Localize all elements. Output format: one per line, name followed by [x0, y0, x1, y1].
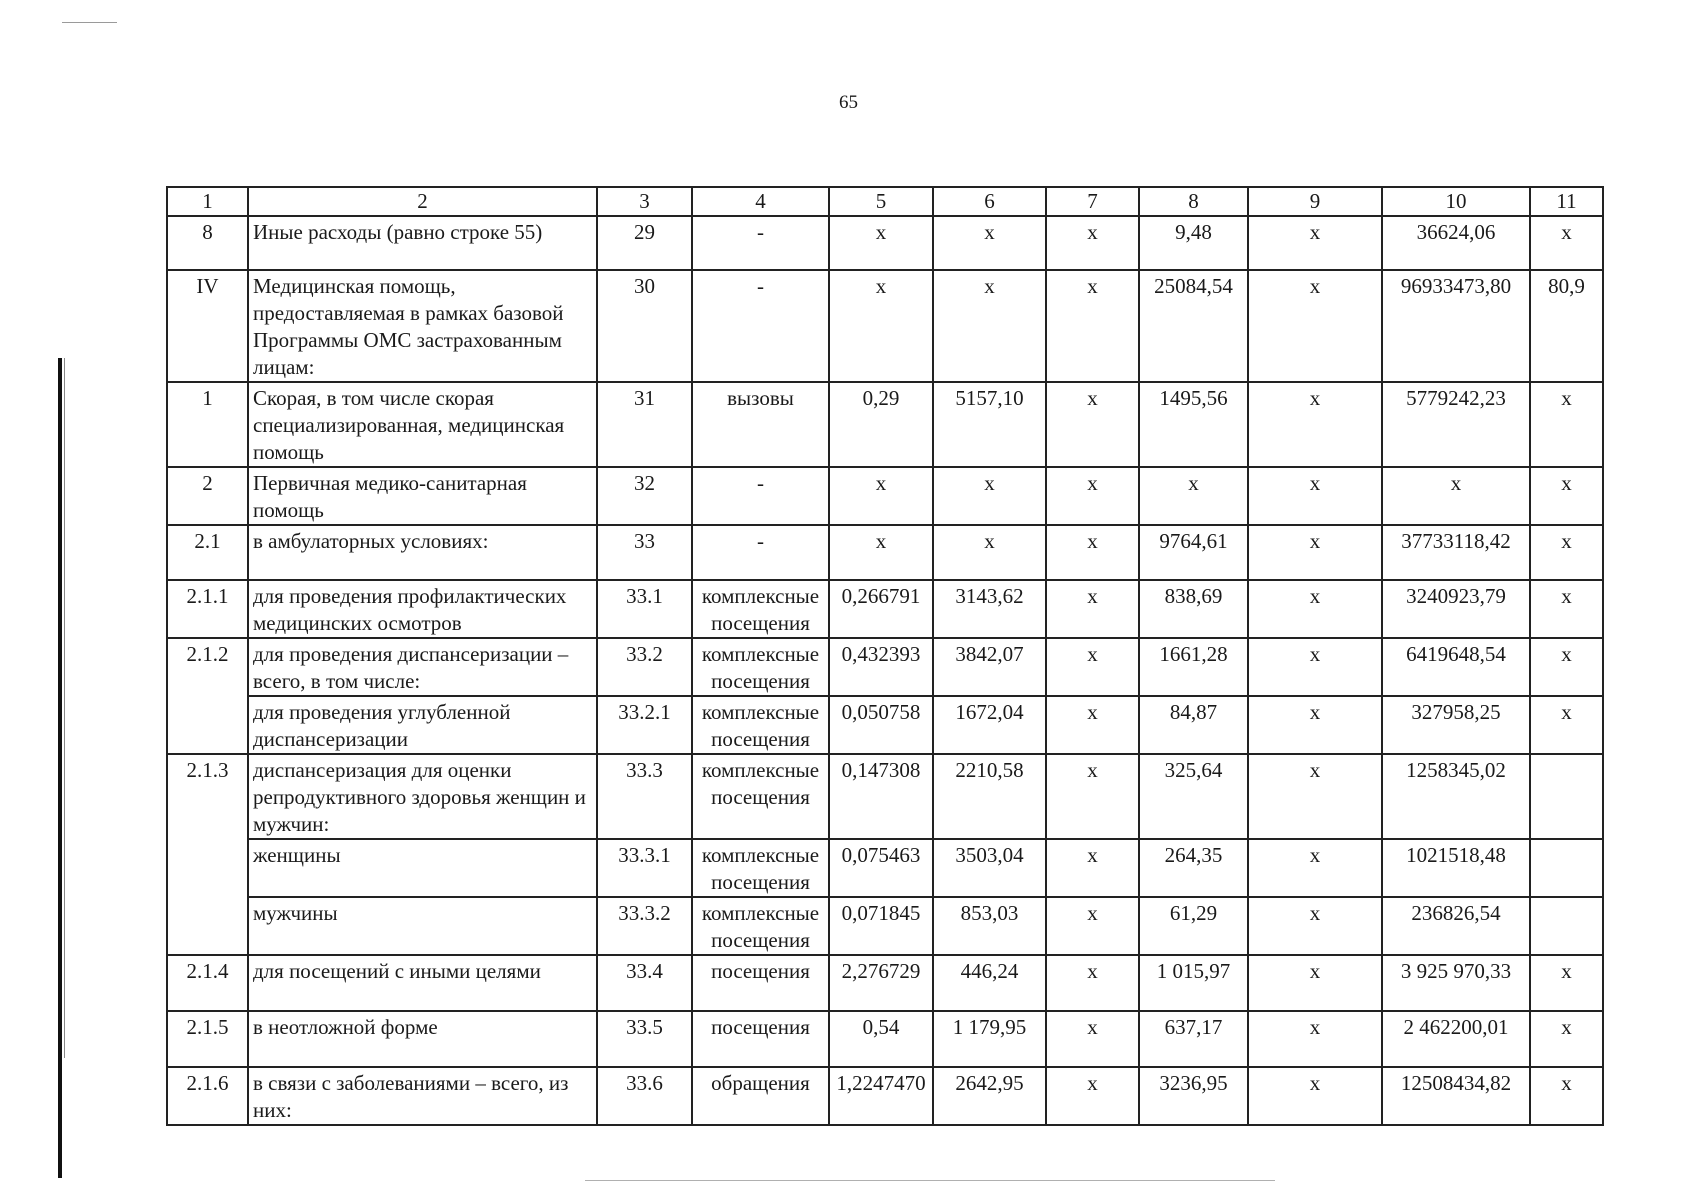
row-name: для проведения профилактических медицинских осмотров	[248, 580, 597, 638]
row-number: 2.1.1	[167, 580, 248, 638]
scan-edge-bar	[58, 358, 62, 1178]
row-unit: вызовы	[692, 382, 829, 467]
cell-col8: 325,64	[1139, 754, 1248, 839]
cell-col9: x	[1248, 525, 1382, 580]
cell-col7: x	[1046, 955, 1139, 1011]
row-line-code: 30	[597, 270, 692, 382]
table-row	[167, 1011, 1603, 1067]
table-row	[167, 955, 1603, 1011]
cell-col11	[1530, 754, 1603, 839]
row-line-code: 33.5	[597, 1011, 692, 1067]
cell-col8: 9,48	[1139, 216, 1248, 270]
cell-col5: 0,29	[829, 382, 933, 467]
cell-col10: 5779242,23	[1382, 382, 1530, 467]
cell-col8: 1661,28	[1139, 638, 1248, 696]
column-header: 7	[1046, 187, 1139, 216]
cell-col10: 1258345,02	[1382, 754, 1530, 839]
row-line-code: 33.3.1	[597, 839, 692, 897]
row-unit: -	[692, 270, 829, 382]
cell-col5: 0,266791	[829, 580, 933, 638]
cell-col6: 1 179,95	[933, 1011, 1046, 1067]
cell-col5: x	[829, 525, 933, 580]
row-line-code: 31	[597, 382, 692, 467]
table-row	[167, 897, 1603, 955]
cell-col7: x	[1046, 467, 1139, 525]
cell-col5: x	[829, 270, 933, 382]
table-row	[167, 270, 1603, 382]
row-number: 2.1	[167, 525, 248, 580]
row-number: 2.1.5	[167, 1011, 248, 1067]
cell-col11: x	[1530, 1011, 1603, 1067]
table-row	[167, 696, 1603, 754]
row-line-code: 33.1	[597, 580, 692, 638]
cell-col9: x	[1248, 1067, 1382, 1125]
row-unit: -	[692, 216, 829, 270]
row-name: для проведения диспансеризации – всего, в том числе:	[248, 638, 597, 696]
column-header: 11	[1530, 187, 1603, 216]
cell-col5: 0,432393	[829, 638, 933, 696]
row-name: в неотложной форме	[248, 1011, 597, 1067]
row-number: 2.1.4	[167, 955, 248, 1011]
row-name: Скорая, в том числе скорая специализированная, медицинская помощь	[248, 382, 597, 467]
cell-col8: 25084,54	[1139, 270, 1248, 382]
cell-col9: x	[1248, 897, 1382, 955]
cell-col5: 2,276729	[829, 955, 933, 1011]
column-header: 9	[1248, 187, 1382, 216]
cell-col9: x	[1248, 580, 1382, 638]
column-header: 4	[692, 187, 829, 216]
row-line-code: 33.3	[597, 754, 692, 839]
cell-col8: 637,17	[1139, 1011, 1248, 1067]
cell-col7: x	[1046, 696, 1139, 754]
cell-col5: 0,075463	[829, 839, 933, 897]
cell-col6: 1672,04	[933, 696, 1046, 754]
cell-col10: 12508434,82	[1382, 1067, 1530, 1125]
cell-col9: x	[1248, 270, 1382, 382]
cell-col8: 84,87	[1139, 696, 1248, 754]
scan-edge-line	[64, 358, 65, 1058]
row-unit: комплексные посещения	[692, 696, 829, 754]
cell-col7: x	[1046, 897, 1139, 955]
table-row	[167, 1067, 1603, 1125]
table-row	[167, 216, 1603, 270]
cell-col11: 80,9	[1530, 270, 1603, 382]
row-name: для проведения углубленной диспансеризации	[248, 696, 597, 754]
cell-col11	[1530, 839, 1603, 897]
row-number: 8	[167, 216, 248, 270]
cell-col6: x	[933, 525, 1046, 580]
cell-col9: x	[1248, 955, 1382, 1011]
cell-col6: x	[933, 467, 1046, 525]
cell-col10: 3 925 970,33	[1382, 955, 1530, 1011]
cell-col6: 3503,04	[933, 839, 1046, 897]
column-header: 8	[1139, 187, 1248, 216]
cell-col8: 838,69	[1139, 580, 1248, 638]
cell-col6: 2642,95	[933, 1067, 1046, 1125]
cell-col7: x	[1046, 525, 1139, 580]
cell-col6: x	[933, 270, 1046, 382]
row-line-code: 33.6	[597, 1067, 692, 1125]
cell-col6: 3143,62	[933, 580, 1046, 638]
column-header: 5	[829, 187, 933, 216]
cell-col11: x	[1530, 1067, 1603, 1125]
cell-col8: 1 015,97	[1139, 955, 1248, 1011]
cell-col6: 853,03	[933, 897, 1046, 955]
row-number: 2	[167, 467, 248, 525]
row-name: женщины	[248, 839, 597, 897]
cell-col10: 3240923,79	[1382, 580, 1530, 638]
row-line-code: 29	[597, 216, 692, 270]
row-unit: посещения	[692, 955, 829, 1011]
cell-col10: 6419648,54	[1382, 638, 1530, 696]
cell-col11	[1530, 897, 1603, 955]
row-unit: комплексные посещения	[692, 897, 829, 955]
table-row	[167, 638, 1603, 696]
cell-col9: x	[1248, 1011, 1382, 1067]
row-line-code: 33.4	[597, 955, 692, 1011]
cell-col11: x	[1530, 467, 1603, 525]
row-unit: комплексные посещения	[692, 754, 829, 839]
cell-col7: x	[1046, 839, 1139, 897]
cell-col8: 1495,56	[1139, 382, 1248, 467]
cell-col7: x	[1046, 216, 1139, 270]
cell-col11: x	[1530, 696, 1603, 754]
cell-col5: x	[829, 216, 933, 270]
cell-col9: x	[1248, 467, 1382, 525]
cell-col10: 96933473,80	[1382, 270, 1530, 382]
cell-col10: 37733118,42	[1382, 525, 1530, 580]
row-name: для посещений с иными целями	[248, 955, 597, 1011]
cell-col6: 2210,58	[933, 754, 1046, 839]
cell-col7: x	[1046, 580, 1139, 638]
column-header: 3	[597, 187, 692, 216]
row-unit: -	[692, 525, 829, 580]
column-header: 10	[1382, 187, 1530, 216]
cell-col9: x	[1248, 216, 1382, 270]
row-number: 2.1.3	[167, 754, 248, 839]
cell-col8: 3236,95	[1139, 1067, 1248, 1125]
page-number: 65	[839, 92, 858, 113]
cell-col9: x	[1248, 638, 1382, 696]
cell-col10: 236826,54	[1382, 897, 1530, 955]
column-header: 6	[933, 187, 1046, 216]
row-unit: комплексные посещения	[692, 638, 829, 696]
column-number-row	[167, 187, 1603, 216]
cell-col10: 1021518,48	[1382, 839, 1530, 897]
cell-col7: x	[1046, 1011, 1139, 1067]
column-header: 2	[248, 187, 597, 216]
row-number	[167, 897, 248, 955]
row-name: мужчины	[248, 897, 597, 955]
table-row	[167, 839, 1603, 897]
row-line-code: 33.2	[597, 638, 692, 696]
cell-col9: x	[1248, 839, 1382, 897]
row-unit: комплексные посещения	[692, 580, 829, 638]
row-line-code: 33.2.1	[597, 696, 692, 754]
row-unit: комплексные посещения	[692, 839, 829, 897]
row-unit: обращения	[692, 1067, 829, 1125]
cell-col10: 2 462200,01	[1382, 1011, 1530, 1067]
cell-col5: x	[829, 467, 933, 525]
cell-col8: x	[1139, 467, 1248, 525]
row-line-code: 33	[597, 525, 692, 580]
cell-col8: 61,29	[1139, 897, 1248, 955]
cell-col5: 0,147308	[829, 754, 933, 839]
cell-col6: 3842,07	[933, 638, 1046, 696]
row-name: в амбулаторных условиях:	[248, 525, 597, 580]
cell-col11: x	[1530, 638, 1603, 696]
cell-col11: x	[1530, 216, 1603, 270]
table-row	[167, 382, 1603, 467]
cell-col11: x	[1530, 580, 1603, 638]
row-unit: посещения	[692, 1011, 829, 1067]
cell-col6: 5157,10	[933, 382, 1046, 467]
cell-col5: 1,2247470	[829, 1067, 933, 1125]
cell-col8: 264,35	[1139, 839, 1248, 897]
table-row	[167, 467, 1603, 525]
cell-col7: x	[1046, 754, 1139, 839]
row-number: 2.1.6	[167, 1067, 248, 1125]
row-name: диспансеризация для оценки репродуктивного здоровья женщин и мужчин:	[248, 754, 597, 839]
row-name: Иные расходы (равно строке 55)	[248, 216, 597, 270]
row-number	[167, 839, 248, 897]
cell-col10: x	[1382, 467, 1530, 525]
row-number	[167, 696, 248, 754]
cell-col9: x	[1248, 382, 1382, 467]
cell-col9: x	[1248, 696, 1382, 754]
row-line-code: 33.3.2	[597, 897, 692, 955]
row-name: в связи с заболеваниями – всего, из них:	[248, 1067, 597, 1125]
cell-col7: x	[1046, 382, 1139, 467]
table-row	[167, 525, 1603, 580]
row-unit: -	[692, 467, 829, 525]
cell-col11: x	[1530, 382, 1603, 467]
scan-mark-top	[62, 22, 117, 23]
cell-col5: 0,071845	[829, 897, 933, 955]
cell-col7: x	[1046, 638, 1139, 696]
cell-col10: 36624,06	[1382, 216, 1530, 270]
cell-col11: x	[1530, 955, 1603, 1011]
financing-table	[166, 186, 1604, 1126]
cell-col11: x	[1530, 525, 1603, 580]
row-number: IV	[167, 270, 248, 382]
cell-col6: 446,24	[933, 955, 1046, 1011]
cell-col10: 327958,25	[1382, 696, 1530, 754]
row-line-code: 32	[597, 467, 692, 525]
row-name: Первичная медико-санитарная помощь	[248, 467, 597, 525]
scan-bottom-line	[585, 1180, 1275, 1181]
cell-col7: x	[1046, 1067, 1139, 1125]
column-header: 1	[167, 187, 248, 216]
row-number: 1	[167, 382, 248, 467]
row-number: 2.1.2	[167, 638, 248, 696]
cell-col8: 9764,61	[1139, 525, 1248, 580]
table-row	[167, 754, 1603, 839]
cell-col5: 0,54	[829, 1011, 933, 1067]
cell-col6: x	[933, 216, 1046, 270]
row-name: Медицинская помощь, предоставляемая в рамках базовой Программы ОМС застрахованным лицам:	[248, 270, 597, 382]
table-row	[167, 580, 1603, 638]
cell-col9: x	[1248, 754, 1382, 839]
cell-col5: 0,050758	[829, 696, 933, 754]
cell-col7: x	[1046, 270, 1139, 382]
